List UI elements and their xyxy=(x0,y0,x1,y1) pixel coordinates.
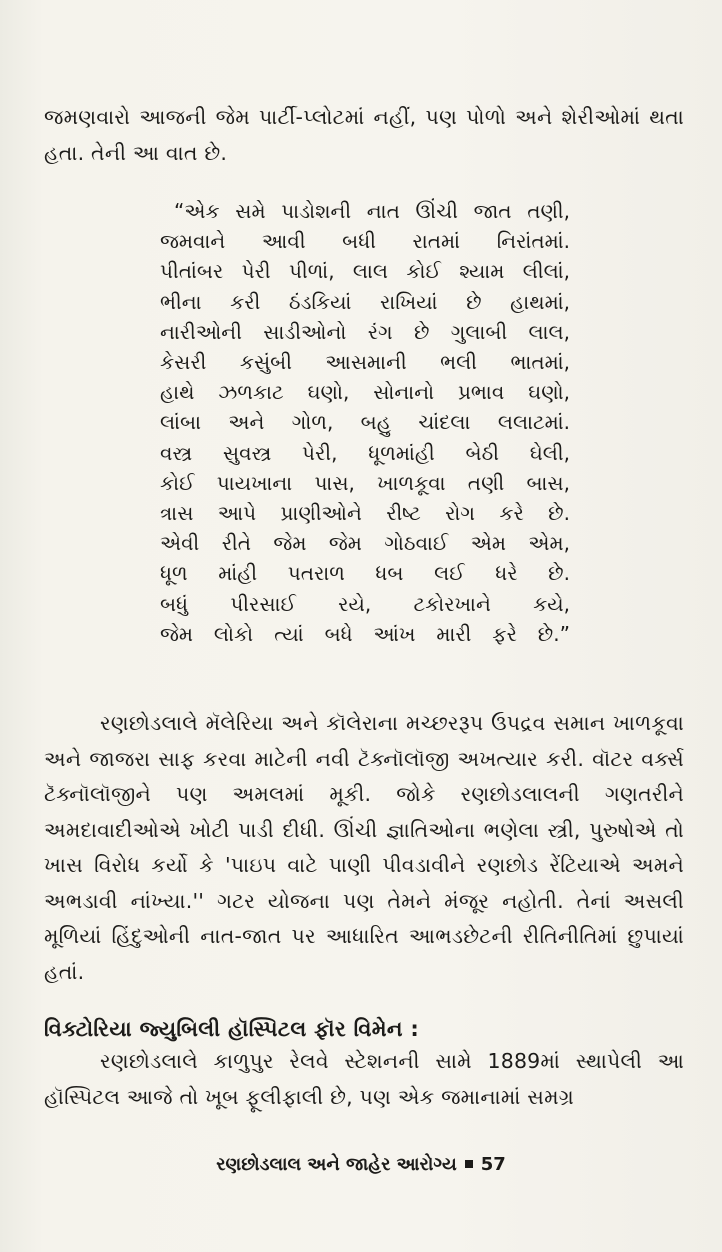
body-paragraph: રણછોડલાલે મૅલેરિયા અને કૉલેરાના મચ્છરરૂપ ઉપદ્રવ સમાન ખાળકૂવા અને જાજરા સાફ કરવા માટેની નવી ટૅક્નૉલૉજી અખત્યાર કરી. વૉટર વર્ક્સ ટૅક્નૉલૉજીને પણ અમલમાં મૂકી. જોકે રણછોડલાલની ગણતરીને અમદાવાદીઓએ ખોટી પાડી દીધી. ઊંચી જ્ઞાતિઓના ભણેલા સ્ત્રી, પુરુષોએ તો ખાસ વિરોધ કર્યો કે 'પાઇપ વાટે પાણી પીવડાવીને રણછોડ રેંટિયાએ અમને અભડાવી નાંખ્યા.'' ગટર યોજના પણ તેમને મંજૂર નહોતી. તેનાં અસલી મૂળિયાં હિંદુઓની નાત-જાત પર આધારિત આભડછેટની રીતિનીતિમાં છુપાયાં હતાં. xyxy=(44,711,684,984)
intro-paragraph: જમણવારો આજની જેમ પાર્ટી-પ્લોટમાં નહીં, પણ પોળો અને શેરીઓમાં થતા હતા. તેની આ વાત છે. xyxy=(44,105,684,165)
running-title: રણછોડલાલ અને જાહેર આરોગ્ય xyxy=(216,1154,457,1175)
poem-line: બધું પીરસાઈ રયે, ટકોરખાને કયે, xyxy=(160,591,570,616)
square-bullet-icon xyxy=(465,1160,473,1168)
poem-line: ધૂળ માંહી પતરાળ ધબ લઈ ધરે છે. xyxy=(160,561,570,586)
poem-line: હાથે ઝળકાટ ઘણો, સોનાનો પ્રભાવ ઘણો, xyxy=(160,380,570,405)
poem-line: પીતાંબર પેરી પીળાં, લાલ કોઈ શ્યામ લીલાં, xyxy=(160,259,570,284)
poem-line: લાંબા અને ગોળ, બહુ ચાંદલા લલાટમાં. xyxy=(160,410,570,435)
poem-line: કેસરી કસુંબી આસમાની ભલી ભાતમાં, xyxy=(160,350,570,375)
page-number: 57 xyxy=(480,1154,506,1175)
poem-line: ભીના કરી ઠંડકિયાં રાખિયાં છે હાથમાં, xyxy=(160,289,570,314)
poem-line: એવી રીતે જેમ જેમ ગોઠવાઈ એમ એમ, xyxy=(160,531,570,556)
hospital-paragraph: રણછોડલાલે કાળુપુર રેલવે સ્ટેશનની સામે 1889માં સ્થાપેલી આ હૉસ્પિટલ આજે તો ખૂબ ફૂલીફાલી છે, પણ એક જમાનામાં સમગ્ર xyxy=(44,1049,684,1109)
section-heading: વિક્ટોરિયા જ્યુબિલી હૉસ્પિટલ ફૉર વિમેન : xyxy=(44,1017,420,1041)
poem-line: જમવાને આવી બધી રાતમાં નિરાંતમાં. xyxy=(160,229,570,254)
page-footer xyxy=(0,1150,722,1180)
poem-line: નારીઓની સાડીઓનો રંગ છે ગુલાબી લાલ, xyxy=(160,319,570,344)
poem-line: જેમ લોકો ત્યાં બધે આંખ મારી ફરે છે.” xyxy=(160,621,570,646)
poem-line: વસ્ત્ર સુવસ્ત્ર પેરી, ધૂળમાંહી બેઠી ઘેલી, xyxy=(160,440,570,465)
poem-line: “એક સમે પાડોશની નાત ઊંચી જાત તણી, xyxy=(174,199,570,223)
poem-line: કોઈ પાયખાના પાસ, ખાળકૂવા તણી બાસ, xyxy=(160,470,570,495)
poem-line: ત્રાસ આપે પ્રાણીઓને રીષ્ટ રોગ કરે છે. xyxy=(160,501,570,526)
poem-block xyxy=(160,196,570,649)
